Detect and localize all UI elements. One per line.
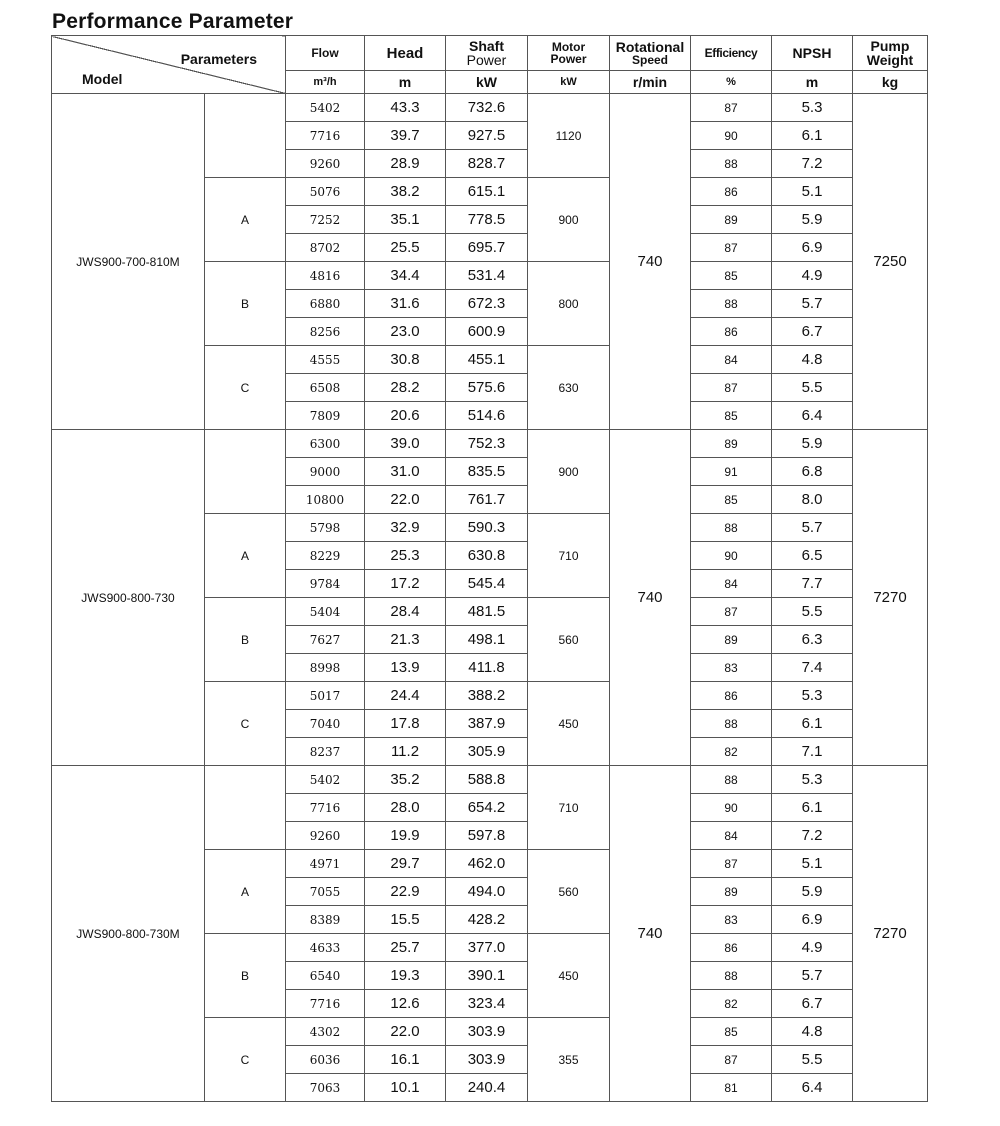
motor-power-cell: 1120 — [528, 94, 610, 178]
head-cell: 23.0 — [365, 318, 446, 346]
flow-cell: 4816 — [286, 262, 365, 290]
head-unit: m — [365, 71, 446, 94]
head-cell: 31.0 — [365, 458, 446, 486]
efficiency-unit: % — [691, 71, 772, 94]
efficiency-cell: 83 — [691, 654, 772, 682]
rot-header-line1: Rotational — [615, 38, 685, 55]
shaft-power-cell: 462.0 — [446, 850, 528, 878]
npsh-header: NPSH — [772, 36, 853, 71]
npsh-cell: 7.4 — [772, 654, 853, 682]
efficiency-cell: 84 — [691, 570, 772, 598]
efficiency-cell: 90 — [691, 122, 772, 150]
npsh-cell: 6.9 — [772, 906, 853, 934]
group-label-cell: B — [205, 934, 286, 1018]
shaft-power-cell: 240.4 — [446, 1074, 528, 1102]
head-cell: 39.7 — [365, 122, 446, 150]
efficiency-cell: 89 — [691, 878, 772, 906]
efficiency-cell: 87 — [691, 598, 772, 626]
shaft-power-cell: 761.7 — [446, 486, 528, 514]
shaft-power-cell: 588.8 — [446, 766, 528, 794]
shaft-power-cell: 388.2 — [446, 682, 528, 710]
pump-weight-header — [853, 36, 928, 71]
shaft-power-cell: 927.5 — [446, 122, 528, 150]
table-row — [52, 94, 928, 122]
shaft-power-cell: 600.9 — [446, 318, 528, 346]
efficiency-cell: 82 — [691, 990, 772, 1018]
efficiency-cell: 90 — [691, 542, 772, 570]
efficiency-cell: 87 — [691, 850, 772, 878]
npsh-cell: 7.2 — [772, 150, 853, 178]
npsh-cell: 6.9 — [772, 234, 853, 262]
shaft-power-cell: 545.4 — [446, 570, 528, 598]
npsh-cell: 6.7 — [772, 318, 853, 346]
pump-header-line2: Weight — [866, 52, 914, 68]
head-cell: 39.0 — [365, 430, 446, 458]
efficiency-cell: 88 — [691, 514, 772, 542]
motor-power-cell: 710 — [528, 514, 610, 598]
shaft-power-cell: 481.5 — [446, 598, 528, 626]
efficiency-cell: 86 — [691, 934, 772, 962]
header-row — [52, 36, 928, 71]
flow-cell: 8998 — [286, 654, 365, 682]
head-cell: 10.1 — [365, 1074, 446, 1102]
flow-cell: 6036 — [286, 1046, 365, 1074]
shaft-power-cell: 752.3 — [446, 430, 528, 458]
flow-cell: 5402 — [286, 766, 365, 794]
npsh-cell: 4.8 — [772, 346, 853, 374]
efficiency-cell: 86 — [691, 178, 772, 206]
flow-cell: 9260 — [286, 822, 365, 850]
corner-cell — [52, 36, 286, 94]
npsh-cell: 6.1 — [772, 710, 853, 738]
flow-cell: 4633 — [286, 934, 365, 962]
group-label-cell: B — [205, 262, 286, 346]
efficiency-cell: 88 — [691, 766, 772, 794]
efficiency-cell: 85 — [691, 1018, 772, 1046]
head-cell: 32.9 — [365, 514, 446, 542]
npsh-cell: 6.4 — [772, 1074, 853, 1102]
head-cell: 22.0 — [365, 486, 446, 514]
npsh-cell: 6.1 — [772, 122, 853, 150]
shaft-unit: kW — [446, 71, 528, 94]
flow-cell: 7627 — [286, 626, 365, 654]
table-header — [52, 36, 928, 94]
speed-unit: r/min — [610, 71, 691, 94]
efficiency-cell: 82 — [691, 738, 772, 766]
shaft-power-cell: 672.3 — [446, 290, 528, 318]
weight-unit: kg — [853, 71, 928, 94]
npsh-cell: 5.9 — [772, 878, 853, 906]
head-cell: 28.0 — [365, 794, 446, 822]
shaft-power-cell: 323.4 — [446, 990, 528, 1018]
npsh-cell: 5.5 — [772, 374, 853, 402]
pump-weight-cell: 7270 — [853, 430, 928, 766]
shaft-power-cell: 411.8 — [446, 654, 528, 682]
flow-cell: 5798 — [286, 514, 365, 542]
npsh-cell: 4.9 — [772, 934, 853, 962]
motor-power-cell: 450 — [528, 934, 610, 1018]
flow-cell: 7040 — [286, 710, 365, 738]
head-cell: 24.4 — [365, 682, 446, 710]
head-cell: 20.6 — [365, 402, 446, 430]
npsh-cell: 4.9 — [772, 262, 853, 290]
motor-power-cell: 800 — [528, 262, 610, 346]
efficiency-cell: 86 — [691, 318, 772, 346]
efficiency-cell: 81 — [691, 1074, 772, 1102]
flow-cell: 4302 — [286, 1018, 365, 1046]
table-body — [52, 94, 928, 1102]
head-cell: 15.5 — [365, 906, 446, 934]
shaft-power-cell: 494.0 — [446, 878, 528, 906]
motor-power-cell: 560 — [528, 850, 610, 934]
efficiency-cell: 83 — [691, 906, 772, 934]
head-cell: 25.5 — [365, 234, 446, 262]
head-cell: 22.9 — [365, 878, 446, 906]
pump-header-line1: Pump — [870, 38, 910, 54]
group-label-cell: A — [205, 178, 286, 262]
table-row — [52, 766, 928, 794]
npsh-cell: 6.5 — [772, 542, 853, 570]
flow-cell: 9784 — [286, 570, 365, 598]
shaft-header-line2: Power — [466, 52, 507, 68]
corner-parameters-label: Parameters — [180, 51, 257, 67]
head-cell: 31.6 — [365, 290, 446, 318]
efficiency-cell: 89 — [691, 206, 772, 234]
flow-cell: 5402 — [286, 94, 365, 122]
shaft-power-cell: 630.8 — [446, 542, 528, 570]
efficiency-cell: 85 — [691, 402, 772, 430]
shaft-power-cell: 835.5 — [446, 458, 528, 486]
model-name-cell: JWS900-800-730M — [52, 766, 205, 1102]
flow-unit: m³/h — [286, 71, 365, 94]
efficiency-cell: 87 — [691, 234, 772, 262]
npsh-cell: 5.3 — [772, 682, 853, 710]
head-cell: 25.3 — [365, 542, 446, 570]
shaft-power-cell: 455.1 — [446, 346, 528, 374]
flow-cell: 8702 — [286, 234, 365, 262]
head-cell: 29.7 — [365, 850, 446, 878]
group-label-cell: C — [205, 682, 286, 766]
head-header: Head — [365, 36, 446, 71]
shaft-power-cell: 695.7 — [446, 234, 528, 262]
npsh-cell: 7.1 — [772, 738, 853, 766]
shaft-power-cell: 778.5 — [446, 206, 528, 234]
head-cell: 17.8 — [365, 710, 446, 738]
efficiency-cell: 87 — [691, 1046, 772, 1074]
head-cell: 16.1 — [365, 1046, 446, 1074]
shaft-power-cell: 428.2 — [446, 906, 528, 934]
npsh-cell: 6.7 — [772, 990, 853, 1018]
npsh-cell: 8.0 — [772, 486, 853, 514]
rotational-speed-header — [610, 36, 691, 71]
head-cell: 22.0 — [365, 1018, 446, 1046]
shaft-power-cell: 732.6 — [446, 94, 528, 122]
efficiency-cell: 88 — [691, 962, 772, 990]
efficiency-cell: 88 — [691, 150, 772, 178]
rot-header-line2: Speed — [631, 52, 668, 67]
npsh-cell: 6.8 — [772, 458, 853, 486]
shaft-header-line1: Shaft — [469, 38, 504, 54]
group-label-cell — [205, 766, 286, 850]
head-cell: 12.6 — [365, 990, 446, 1018]
head-cell: 28.9 — [365, 150, 446, 178]
npsh-cell: 5.3 — [772, 94, 853, 122]
npsh-cell: 5.5 — [772, 598, 853, 626]
group-label-cell: C — [205, 1018, 286, 1102]
head-cell: 17.2 — [365, 570, 446, 598]
efficiency-cell: 90 — [691, 794, 772, 822]
shaft-power-cell: 498.1 — [446, 626, 528, 654]
motor-header-line2: Power — [550, 52, 587, 66]
shaft-power-cell: 303.9 — [446, 1018, 528, 1046]
flow-cell: 9000 — [286, 458, 365, 486]
motor-header-line1: Motor — [551, 40, 586, 54]
head-cell: 35.2 — [365, 766, 446, 794]
efficiency-cell: 91 — [691, 458, 772, 486]
flow-cell: 8237 — [286, 738, 365, 766]
shaft-power-cell: 590.3 — [446, 514, 528, 542]
head-cell: 43.3 — [365, 94, 446, 122]
npsh-cell: 5.1 — [772, 178, 853, 206]
npsh-unit: m — [772, 71, 853, 94]
npsh-cell: 5.7 — [772, 290, 853, 318]
flow-cell: 7716 — [286, 794, 365, 822]
npsh-cell: 5.9 — [772, 430, 853, 458]
flow-cell: 8229 — [286, 542, 365, 570]
rotational-speed-cell: 740 — [610, 766, 691, 1102]
shaft-power-cell: 305.9 — [446, 738, 528, 766]
efficiency-cell: 87 — [691, 94, 772, 122]
shaft-power-cell: 615.1 — [446, 178, 528, 206]
head-cell: 19.9 — [365, 822, 446, 850]
pump-weight-cell: 7250 — [853, 94, 928, 430]
head-cell: 21.3 — [365, 626, 446, 654]
flow-cell: 10800 — [286, 486, 365, 514]
flow-cell: 6508 — [286, 374, 365, 402]
motor-power-cell: 355 — [528, 1018, 610, 1102]
flow-cell: 6540 — [286, 962, 365, 990]
shaft-power-cell: 597.8 — [446, 822, 528, 850]
head-cell: 28.2 — [365, 374, 446, 402]
rotational-speed-cell: 740 — [610, 430, 691, 766]
flow-cell: 7716 — [286, 990, 365, 1018]
flow-cell: 7716 — [286, 122, 365, 150]
group-label-cell — [205, 430, 286, 514]
efficiency-cell: 89 — [691, 430, 772, 458]
flow-cell: 7055 — [286, 878, 365, 906]
npsh-cell: 5.7 — [772, 962, 853, 990]
flow-header: Flow — [286, 36, 365, 71]
flow-cell: 5076 — [286, 178, 365, 206]
motor-power-cell: 900 — [528, 430, 610, 514]
motor-power-cell: 900 — [528, 178, 610, 262]
motor-power-cell: 630 — [528, 346, 610, 430]
shaft-power-cell: 531.4 — [446, 262, 528, 290]
efficiency-cell: 88 — [691, 710, 772, 738]
npsh-cell: 5.3 — [772, 766, 853, 794]
shaft-power-cell: 377.0 — [446, 934, 528, 962]
rotational-speed-cell: 740 — [610, 94, 691, 430]
page-title: Performance Parameter — [52, 10, 294, 33]
head-cell: 28.4 — [365, 598, 446, 626]
flow-cell: 5404 — [286, 598, 365, 626]
shaft-power-cell: 514.6 — [446, 402, 528, 430]
motor-power-cell: 560 — [528, 598, 610, 682]
npsh-cell: 6.1 — [772, 794, 853, 822]
model-name-cell: JWS900-800-730 — [52, 430, 205, 766]
group-label-cell: C — [205, 346, 286, 430]
shaft-power-cell: 575.6 — [446, 374, 528, 402]
efficiency-cell: 84 — [691, 346, 772, 374]
flow-cell: 4555 — [286, 346, 365, 374]
flow-cell: 8256 — [286, 318, 365, 346]
efficiency-cell: 85 — [691, 262, 772, 290]
efficiency-cell: 84 — [691, 822, 772, 850]
corner-model-label: Model — [82, 71, 123, 87]
group-label-cell: B — [205, 598, 286, 682]
shaft-power-cell: 303.9 — [446, 1046, 528, 1074]
npsh-cell: 7.2 — [772, 822, 853, 850]
table-row — [52, 430, 928, 458]
shaft-power-cell: 387.9 — [446, 710, 528, 738]
flow-cell: 7252 — [286, 206, 365, 234]
pump-weight-cell: 7270 — [853, 766, 928, 1102]
motor-unit: kW — [528, 71, 610, 94]
group-label-cell: A — [205, 850, 286, 934]
model-name-cell: JWS900-700-810M — [52, 94, 205, 430]
flow-cell: 7809 — [286, 402, 365, 430]
flow-cell: 6880 — [286, 290, 365, 318]
performance-table — [51, 35, 928, 1102]
efficiency-cell: 86 — [691, 682, 772, 710]
group-label-cell: A — [205, 514, 286, 598]
group-label-cell — [205, 94, 286, 178]
shaft-power-header — [446, 36, 528, 71]
flow-cell: 9260 — [286, 150, 365, 178]
efficiency-cell: 87 — [691, 374, 772, 402]
npsh-cell: 5.7 — [772, 514, 853, 542]
efficiency-cell: 88 — [691, 290, 772, 318]
shaft-power-cell: 828.7 — [446, 150, 528, 178]
motor-power-cell: 450 — [528, 682, 610, 766]
npsh-cell: 5.9 — [772, 206, 853, 234]
npsh-cell: 5.5 — [772, 1046, 853, 1074]
head-cell: 19.3 — [365, 962, 446, 990]
head-cell: 13.9 — [365, 654, 446, 682]
shaft-power-cell: 390.1 — [446, 962, 528, 990]
head-cell: 30.8 — [365, 346, 446, 374]
flow-cell: 4971 — [286, 850, 365, 878]
head-cell: 25.7 — [365, 934, 446, 962]
efficiency-header: Efficiency — [691, 36, 772, 71]
head-cell: 38.2 — [365, 178, 446, 206]
shaft-power-cell: 654.2 — [446, 794, 528, 822]
efficiency-cell: 85 — [691, 486, 772, 514]
flow-cell: 7063 — [286, 1074, 365, 1102]
npsh-cell: 4.8 — [772, 1018, 853, 1046]
npsh-cell: 6.3 — [772, 626, 853, 654]
head-cell: 11.2 — [365, 738, 446, 766]
npsh-cell: 5.1 — [772, 850, 853, 878]
npsh-cell: 7.7 — [772, 570, 853, 598]
flow-cell: 6300 — [286, 430, 365, 458]
motor-power-cell: 710 — [528, 766, 610, 850]
efficiency-cell: 89 — [691, 626, 772, 654]
head-cell: 34.4 — [365, 262, 446, 290]
motor-power-header — [528, 36, 610, 71]
flow-cell: 5017 — [286, 682, 365, 710]
flow-cell: 8389 — [286, 906, 365, 934]
head-cell: 35.1 — [365, 206, 446, 234]
npsh-cell: 6.4 — [772, 402, 853, 430]
